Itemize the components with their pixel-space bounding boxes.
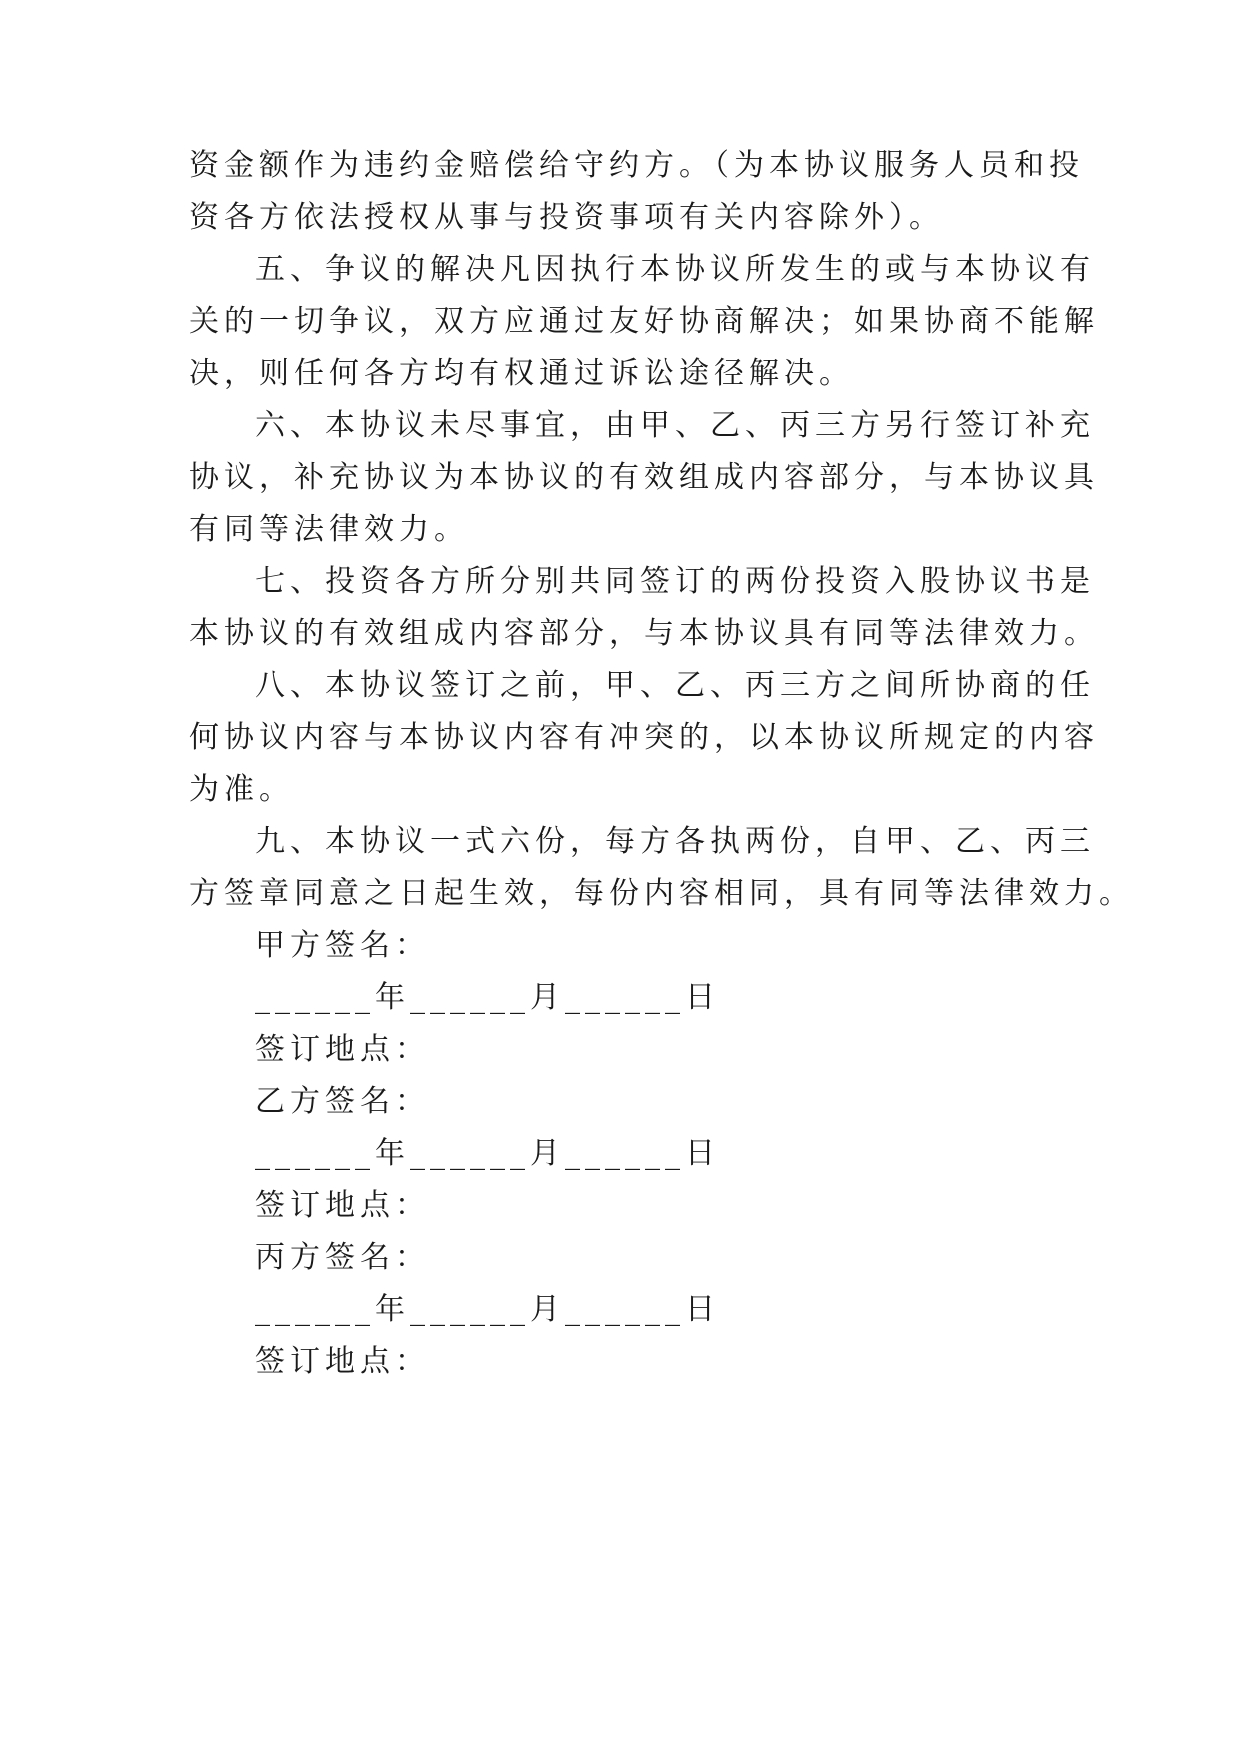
clause-six-line-2: 协议，补充协议为本协议的有效组成内容部分，与本协议具 xyxy=(189,460,1099,495)
clause-nine-line-1: 九、本协议一式六份，每方各执两份，自甲、乙、丙三 xyxy=(255,824,1095,859)
party-c-date-line: ______年______月______日 xyxy=(255,1292,720,1327)
clause-eight-line-2: 何协议内容与本协议内容有冲突的，以本协议所规定的内容 xyxy=(189,720,1099,755)
clause-five-line-1: 五、争议的解决凡因执行本协议所发生的或与本协议有 xyxy=(255,252,1095,287)
party-a-place-label: 签订地点： xyxy=(255,1032,430,1067)
clause-five-line-3: 决，则任何各方均有权通过诉讼途径解决。 xyxy=(189,356,854,391)
party-b-place-label: 签订地点： xyxy=(255,1188,430,1223)
clause-eight-line-1: 八、本协议签订之前，甲、乙、丙三方之间所协商的任 xyxy=(255,668,1095,703)
clause-four-tail-line-1: 资金额作为违约金赔偿给守约方。（为本协议服务人员和投 xyxy=(189,148,1084,183)
clause-six-line-1: 六、本协议未尽事宜，由甲、乙、丙三方另行签订补充 xyxy=(255,408,1095,443)
party-c-place-label: 签订地点： xyxy=(255,1344,430,1379)
party-a-date-line: ______年______月______日 xyxy=(255,980,720,1015)
clause-eight-line-3: 为准。 xyxy=(189,772,294,807)
party-b-date-line: ______年______月______日 xyxy=(255,1136,720,1171)
party-b-signature-label: 乙方签名： xyxy=(255,1084,430,1119)
party-c-signature-label: 丙方签名： xyxy=(255,1240,430,1275)
clause-nine-line-2: 方签章同意之日起生效，每份内容相同，具有同等法律效力。 xyxy=(189,876,1134,911)
clause-seven-line-1: 七、投资各方所分别共同签订的两份投资入股协议书是 xyxy=(255,564,1095,599)
party-a-signature-label: 甲方签名： xyxy=(255,928,430,963)
clause-seven-line-2: 本协议的有效组成内容部分，与本协议具有同等法律效力。 xyxy=(189,616,1099,651)
clause-five-line-2: 关的一切争议，双方应通过友好协商解决；如果协商不能解 xyxy=(189,304,1099,339)
clause-six-line-3: 有同等法律效力。 xyxy=(189,512,469,547)
clause-four-tail-line-2: 资各方依法授权从事与投资事项有关内容除外）。 xyxy=(189,200,944,235)
